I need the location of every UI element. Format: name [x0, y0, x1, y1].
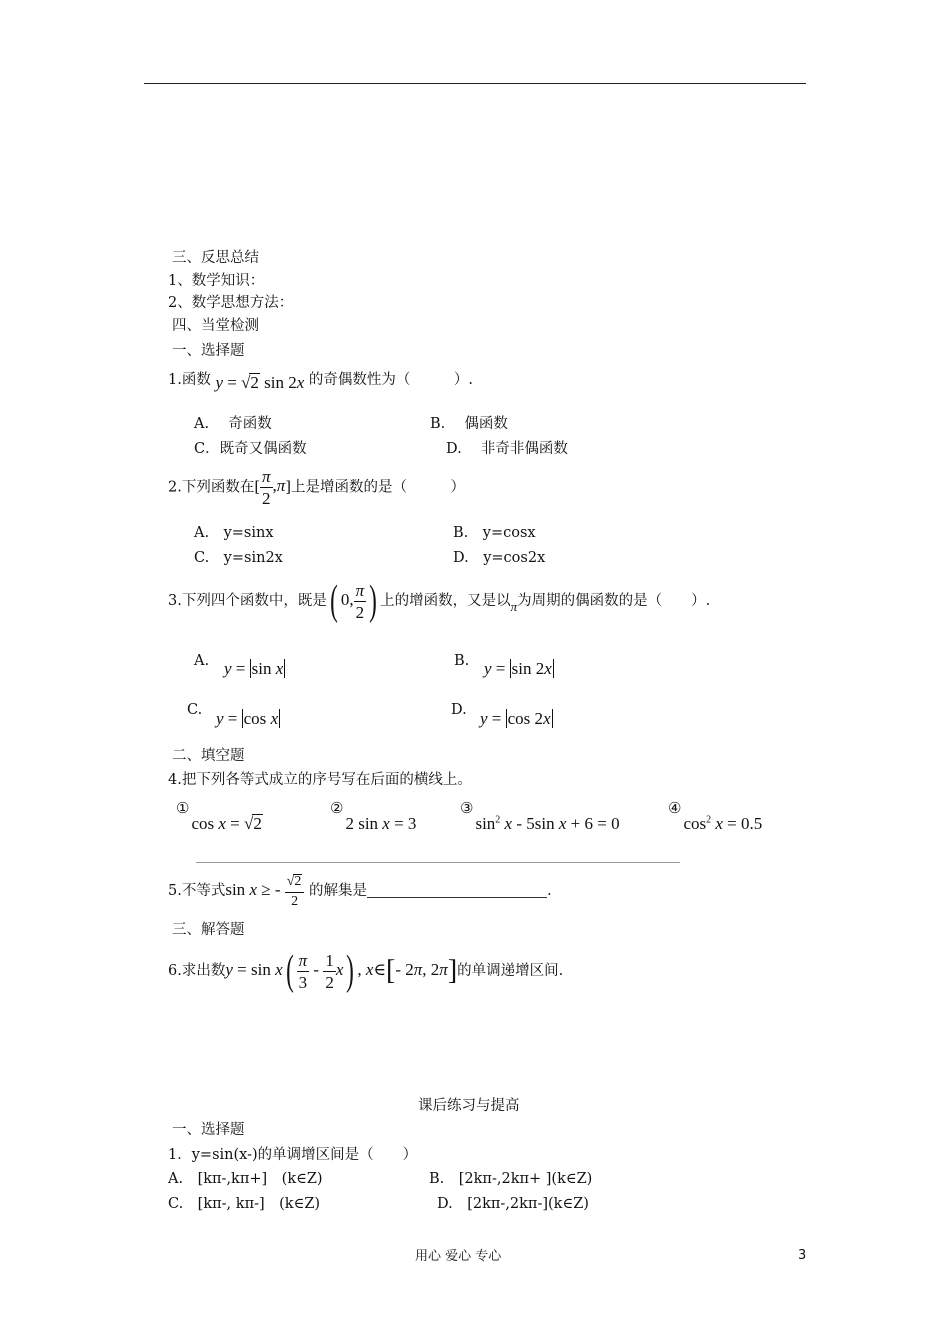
q1-suffix: 的奇偶数性为（ ）. — [308, 372, 474, 388]
q3-pi: π — [510, 599, 518, 614]
section-fill-title: 二、填空题 — [172, 748, 245, 764]
q2-option-a: A. y=sinx — [194, 525, 274, 541]
q3-label-d: D. — [451, 702, 467, 718]
q5-end: . — [547, 883, 552, 900]
q4-answer-line — [196, 862, 680, 863]
q3-option-c-formula: y = cos x — [216, 709, 279, 728]
after-q1: 1．y=sin(x-)的单调增区间是（ ） — [168, 1147, 418, 1163]
q5-prefix: 5.不等式 — [168, 883, 226, 900]
footer-slogan: 用心 爱心 专心 — [415, 1249, 502, 1264]
after-q1-option-d: D. [2kπ-,2kπ-](k∈Z) — [437, 1196, 589, 1212]
q3-interval: ( 0, $\frac{\pi}{2}$ ) — [329, 578, 377, 624]
reflect-item-1: 1、数学知识： — [168, 273, 265, 289]
q3-prefix: 3.下列四个函数中，既是 — [168, 592, 327, 609]
after-q1-option-a: A. [kπ-,kπ+] (k∈Z) — [168, 1171, 323, 1187]
q1-option-c: C．既奇又偶函数 — [194, 441, 307, 457]
page-number: 3 — [798, 1248, 807, 1263]
q6-line — [168, 950, 563, 992]
header-rule — [144, 83, 806, 84]
q6-formula: y = sin x( $\frac{\pi}{3}$ - $\frac{1}{2}$ x) , x∈[- 2π, 2π] — [225, 948, 458, 994]
q2-suffix: ]上是增函数的是（ ） — [285, 479, 465, 496]
q3-label-a: A. — [194, 653, 210, 669]
q2-prefix: 2.下列函数在[ — [168, 479, 260, 496]
q4-item-1: ①cos x = √2 — [176, 799, 262, 833]
after-q1-option-c: C. [kπ-, kπ-] (k∈Z) — [168, 1196, 321, 1212]
q5-suffix: 的解集是 — [309, 883, 368, 900]
q2-option-b: B. y=cosx — [453, 525, 536, 541]
q3-suffix: 为周期的偶函数的是（ ）. — [517, 592, 711, 609]
q3-label-b: B. — [454, 653, 470, 669]
q1-option-b: B. 偶函数 — [430, 416, 508, 432]
q2-line — [168, 468, 465, 507]
q4-item-4: $④\cos^2$ x = 0.5 — [668, 799, 763, 833]
q2-interval: $\frac{\pi}{2}$ ,π — [262, 467, 286, 508]
after-title: 课后练习与提高 — [418, 1098, 520, 1114]
q5-line — [168, 874, 552, 909]
section-reflect-title: 三、反思总结 — [172, 250, 259, 266]
q3-middle: 上的增函数，又是以 — [380, 592, 511, 609]
q2-option-d: D. y=cos2x — [453, 550, 546, 566]
q1-option-a: A. 奇函数 — [194, 416, 272, 432]
q3-option-d-formula: y = cos 2x — [480, 709, 551, 728]
q5-formula: sin x ≥ - $\frac{√2}{2}$ — [225, 880, 304, 899]
q3-line — [168, 580, 710, 622]
section-check-title: 四、当堂检测 — [172, 318, 259, 334]
q1-option-d: D. 非奇非偶函数 — [446, 441, 568, 457]
after-q1-option-b: B. [2kπ-,2kπ+ ](k∈Z) — [429, 1171, 593, 1187]
q3-option-a-formula: y = sin x — [224, 659, 284, 678]
reflect-item-2: 2、数学思想方法： — [168, 295, 294, 311]
q4-item-2: ②2 sin x = 3 — [330, 799, 417, 833]
q4-item-3: $③\sin^2$ x - 5sin x + 6 = 0 — [460, 799, 620, 833]
after-choice-title: 一、选择题 — [172, 1122, 245, 1138]
q5-answer-blank[interactable] — [367, 885, 547, 898]
section-choice-title: 一、选择题 — [172, 343, 245, 359]
q1-prefix: 1.函数 — [168, 372, 211, 388]
q1-formula: y = √2 sin 2x — [215, 373, 305, 392]
q3-option-b-formula: y = sin 2x — [484, 659, 552, 678]
q6-suffix: 的单调递增区间. — [457, 962, 564, 979]
q1-line — [168, 369, 474, 392]
q2-option-c: C. y=sin2x — [194, 550, 283, 566]
q3-label-c: C. — [187, 702, 203, 718]
q6-prefix: 6.求出数 — [168, 962, 226, 979]
q4-text: 4.把下列各等式成立的序号写在后面的横线上。 — [168, 772, 472, 788]
section-solve-title: 三、解答题 — [172, 922, 245, 938]
